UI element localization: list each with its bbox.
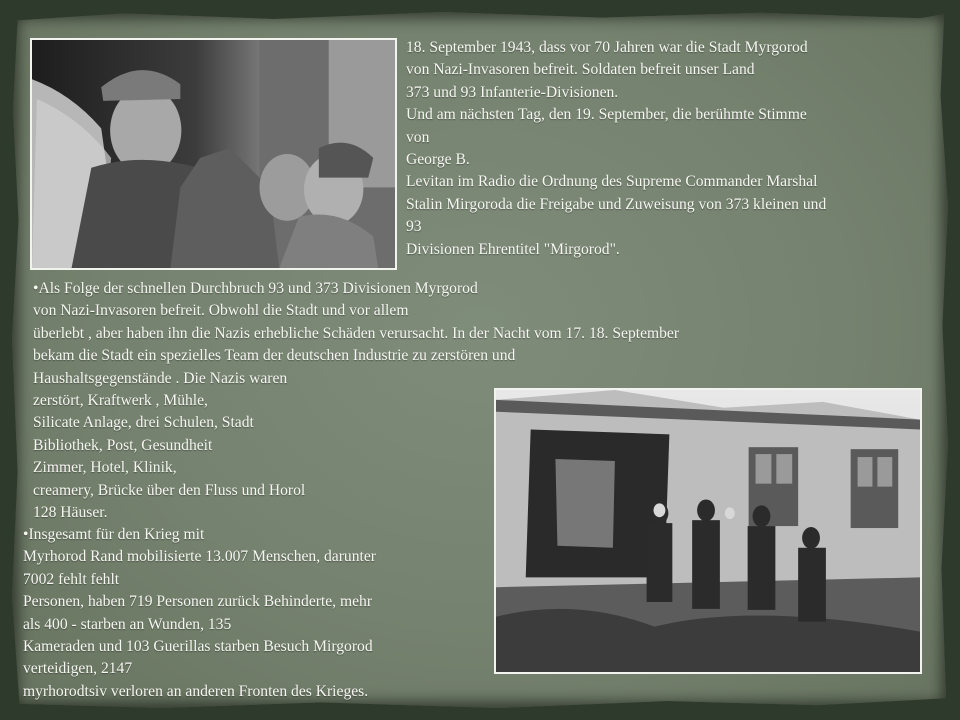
text-line: Kameraden und 103 Guerillas starben Besuch Mirgorod <box>23 638 373 656</box>
text-line: creamery, Brücke über den Fluss und Horol <box>33 481 306 499</box>
text-line: 7002 fehlt fehlt <box>23 570 120 588</box>
text-line: •Insgesamt für den Krieg mit <box>23 526 205 543</box>
text-line: Stalin Mirgoroda die Freigabe und Zuweisung von 373 kleinen und <box>406 195 827 213</box>
text-line: Levitan im Radio die Ordnung des Supreme Commander Marshal <box>406 173 818 191</box>
photo-soldier-reunion <box>30 38 397 270</box>
text-block-destruction <box>33 278 679 524</box>
text-line: von Nazi-Invasoren befreit. Soldaten befreit unser Land <box>406 61 755 79</box>
text-line: Und am nächsten Tag, den 19. September, die berühmte Stimme <box>406 106 807 124</box>
text-line: als 400 - starben an Wunden, 135 <box>23 615 232 633</box>
text-line: George B. <box>406 151 470 169</box>
text-block-casualties <box>23 524 376 703</box>
text-block-liberation <box>406 37 946 261</box>
text-line: •Als Folge der schnellen Durchbruch 93 und 373 Divisionen Myrgorod <box>33 280 478 297</box>
text-line: Haushaltsgegenstände . Die Nazis waren <box>33 369 288 387</box>
text-line: 18. September 1943, dass vor 70 Jahren war die Stadt Myrgorod <box>406 39 808 56</box>
text-line: Myrhorod Rand mobilisierte 13.007 Menschen, darunter <box>23 548 376 566</box>
text-line: verteidigen, 2147 <box>23 660 133 678</box>
text-line: von <box>406 128 430 146</box>
text-line: Zimmer, Hotel, Klinik, <box>33 459 177 477</box>
text-line: Divisionen Ehrentitel "Mirgorod". <box>406 240 620 258</box>
text-line: 128 Häuser. <box>33 504 108 522</box>
text-line: Silicate Anlage, drei Schulen, Stadt <box>33 414 254 432</box>
text-line: von Nazi-Invasoren befreit. Obwohl die Stadt und vor allem <box>33 302 409 320</box>
text-line: Personen, haben 719 Personen zurück Behinderte, mehr <box>23 593 373 611</box>
text-line: bekam die Stadt ein spezielles Team der deutschen Industrie zu zerstören und <box>33 347 516 365</box>
text-line: überlebt , aber haben ihn die Nazis erhebliche Schäden verursacht. In der Nacht vom 17. 18. September <box>33 324 680 342</box>
text-line: Bibliothek, Post, Gesundheit <box>33 436 213 454</box>
text-line: 373 und 93 Infanterie-Divisionen. <box>406 83 619 101</box>
text-line: 93 <box>406 218 422 236</box>
text-line: zerstört, Kraftwerk , Mühle, <box>33 392 208 410</box>
text-line: myrhorodtsiv verloren an anderen Fronten des Krieges. <box>23 682 369 700</box>
